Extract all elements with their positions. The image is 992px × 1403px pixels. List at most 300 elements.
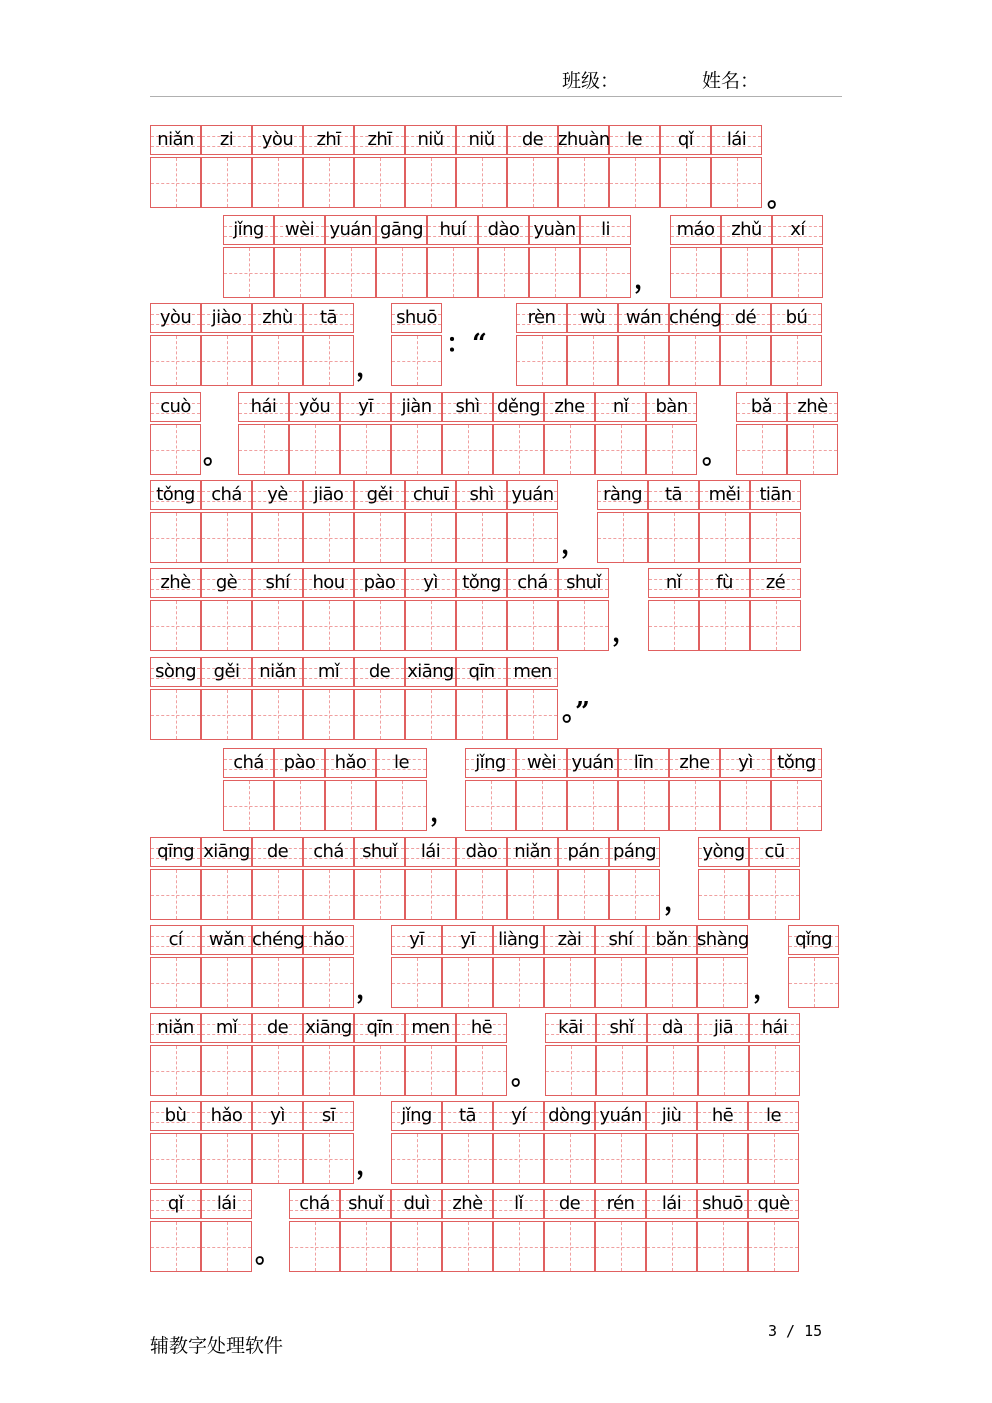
- writing-cell[interactable]: [595, 392, 646, 476]
- writing-cell[interactable]: [150, 303, 201, 387]
- writing-cell[interactable]: [354, 480, 405, 564]
- writing-cell[interactable]: [252, 925, 303, 1009]
- writing-cell[interactable]: [456, 568, 507, 652]
- hanzi-writing-box[interactable]: [201, 335, 252, 386]
- hanzi-writing-box[interactable]: [544, 1133, 595, 1184]
- hanzi-writing-box[interactable]: [787, 424, 838, 475]
- writing-cell[interactable]: [465, 748, 516, 832]
- writing-cell[interactable]: [456, 1013, 507, 1097]
- writing-cell[interactable]: [697, 1189, 748, 1273]
- hanzi-writing-box[interactable]: [354, 1045, 405, 1096]
- hanzi-writing-box[interactable]: [721, 247, 772, 298]
- writing-cell[interactable]: [567, 748, 618, 832]
- hanzi-writing-box[interactable]: [669, 335, 720, 386]
- writing-cell[interactable]: [456, 837, 507, 921]
- hanzi-writing-box[interactable]: [150, 869, 201, 920]
- hanzi-writing-box[interactable]: [238, 424, 289, 475]
- hanzi-writing-box[interactable]: [354, 600, 405, 651]
- writing-cell[interactable]: [405, 1013, 456, 1097]
- pinyin-text: qīn: [366, 1017, 393, 1038]
- writing-cell[interactable]: [558, 568, 609, 652]
- writing-cell[interactable]: [252, 568, 303, 652]
- hanzi-writing-box[interactable]: [442, 1221, 493, 1272]
- writing-cell[interactable]: [252, 1101, 303, 1185]
- writing-cell[interactable]: [303, 1013, 354, 1097]
- writing-cell[interactable]: [354, 1013, 405, 1097]
- hanzi-writing-box[interactable]: [699, 600, 750, 651]
- hanzi-writing-box[interactable]: [698, 869, 749, 920]
- hanzi-writing-box[interactable]: [545, 1045, 596, 1096]
- hanzi-writing-box[interactable]: [507, 869, 558, 920]
- hanzi-writing-box[interactable]: [252, 689, 303, 740]
- hanzi-writing-box[interactable]: [670, 247, 721, 298]
- writing-cell[interactable]: [354, 657, 405, 741]
- hanzi-writing-box[interactable]: [596, 1045, 647, 1096]
- hanzi-writing-box[interactable]: [493, 957, 544, 1008]
- writing-cell[interactable]: [405, 837, 456, 921]
- hanzi-writing-box[interactable]: [150, 512, 201, 563]
- writing-cell[interactable]: [427, 215, 478, 299]
- hanzi-writing-box[interactable]: [223, 780, 274, 831]
- hanzi-writing-box[interactable]: [646, 957, 697, 1008]
- writing-cell[interactable]: [648, 480, 699, 564]
- hanzi-writing-box[interactable]: [354, 512, 405, 563]
- hanzi-writing-box[interactable]: [544, 1221, 595, 1272]
- writing-cell[interactable]: [150, 925, 201, 1009]
- hanzi-writing-box[interactable]: [376, 247, 427, 298]
- hanzi-writing-box[interactable]: [354, 869, 405, 920]
- writing-cell[interactable]: [303, 657, 354, 741]
- hanzi-writing-box[interactable]: [595, 1221, 646, 1272]
- writing-cell[interactable]: [405, 480, 456, 564]
- writing-cell[interactable]: [660, 125, 711, 209]
- hanzi-writing-box[interactable]: [427, 247, 478, 298]
- writing-cell[interactable]: [648, 568, 699, 652]
- writing-cell[interactable]: [303, 568, 354, 652]
- writing-cell[interactable]: [223, 748, 274, 832]
- hanzi-writing-box[interactable]: [493, 1221, 544, 1272]
- writing-cell[interactable]: [252, 1013, 303, 1097]
- writing-cell[interactable]: [493, 1189, 544, 1273]
- writing-cell[interactable]: [646, 392, 697, 476]
- writing-cell[interactable]: [544, 1189, 595, 1273]
- hanzi-writing-box[interactable]: [325, 780, 376, 831]
- writing-cell[interactable]: [748, 1101, 799, 1185]
- writing-cell[interactable]: [516, 303, 567, 387]
- hanzi-writing-box[interactable]: [405, 869, 456, 920]
- writing-cell[interactable]: [558, 125, 609, 209]
- hanzi-writing-box[interactable]: [609, 157, 660, 208]
- writing-cell[interactable]: [289, 392, 340, 476]
- writing-cell[interactable]: [405, 568, 456, 652]
- hanzi-writing-box[interactable]: [648, 512, 699, 563]
- writing-cell[interactable]: [252, 125, 303, 209]
- hanzi-writing-box[interactable]: [750, 600, 801, 651]
- writing-cell[interactable]: [391, 1101, 442, 1185]
- hanzi-writing-box[interactable]: [597, 512, 648, 563]
- hanzi-writing-box[interactable]: [150, 1221, 201, 1272]
- writing-cell[interactable]: [252, 657, 303, 741]
- punctuation-mark: ，: [612, 618, 639, 648]
- writing-cell[interactable]: [699, 568, 750, 652]
- hanzi-writing-box[interactable]: [303, 335, 354, 386]
- hanzi-writing-box[interactable]: [303, 512, 354, 563]
- writing-cell[interactable]: [150, 657, 201, 741]
- hanzi-writing-box[interactable]: [340, 424, 391, 475]
- writing-cell[interactable]: [354, 568, 405, 652]
- hanzi-writing-box[interactable]: [456, 689, 507, 740]
- writing-cell[interactable]: [493, 925, 544, 1009]
- hanzi-writing-box[interactable]: [595, 1133, 646, 1184]
- hanzi-writing-box[interactable]: [201, 157, 252, 208]
- writing-cell[interactable]: [516, 748, 567, 832]
- writing-cell[interactable]: [580, 215, 631, 299]
- hanzi-writing-box[interactable]: [771, 780, 822, 831]
- hanzi-writing-box[interactable]: [697, 1133, 748, 1184]
- hanzi-writing-box[interactable]: [669, 780, 720, 831]
- hanzi-writing-box[interactable]: [150, 1045, 201, 1096]
- hanzi-writing-box[interactable]: [647, 1045, 698, 1096]
- hanzi-writing-box[interactable]: [558, 157, 609, 208]
- writing-cell[interactable]: [442, 1101, 493, 1185]
- hanzi-writing-box[interactable]: [252, 157, 303, 208]
- writing-cell[interactable]: [150, 480, 201, 564]
- writing-cell[interactable]: [567, 303, 618, 387]
- writing-cell[interactable]: [150, 125, 201, 209]
- writing-cell[interactable]: [201, 1189, 252, 1273]
- hanzi-writing-box[interactable]: [289, 424, 340, 475]
- writing-cell[interactable]: [507, 125, 558, 209]
- hanzi-writing-box[interactable]: [567, 335, 618, 386]
- writing-cell[interactable]: [721, 215, 772, 299]
- writing-cell[interactable]: [456, 657, 507, 741]
- hanzi-writing-box[interactable]: [697, 957, 748, 1008]
- writing-cell[interactable]: [150, 837, 201, 921]
- writing-cell[interactable]: [201, 480, 252, 564]
- hanzi-writing-box[interactable]: [595, 424, 646, 475]
- hanzi-writing-box[interactable]: [648, 600, 699, 651]
- hanzi-writing-box[interactable]: [252, 512, 303, 563]
- hanzi-writing-box[interactable]: [354, 689, 405, 740]
- hanzi-writing-box[interactable]: [698, 1045, 749, 1096]
- writing-cell[interactable]: [493, 392, 544, 476]
- writing-cell[interactable]: [669, 748, 720, 832]
- hanzi-writing-box[interactable]: [516, 780, 567, 831]
- hanzi-writing-box[interactable]: [595, 957, 646, 1008]
- hanzi-writing-box[interactable]: [544, 957, 595, 1008]
- writing-cell[interactable]: [597, 480, 648, 564]
- writing-cell[interactable]: [150, 568, 201, 652]
- hanzi-writing-box[interactable]: [150, 957, 201, 1008]
- writing-cell[interactable]: [201, 657, 252, 741]
- writing-cell[interactable]: [669, 303, 720, 387]
- writing-cell[interactable]: [609, 837, 660, 921]
- writing-cell[interactable]: [150, 392, 201, 476]
- hanzi-writing-box[interactable]: [405, 1045, 456, 1096]
- hanzi-writing-box[interactable]: [252, 957, 303, 1008]
- writing-cell[interactable]: [325, 748, 376, 832]
- writing-cell[interactable]: [507, 657, 558, 741]
- hanzi-writing-box[interactable]: [711, 157, 762, 208]
- writing-cell[interactable]: [493, 1101, 544, 1185]
- hanzi-writing-box[interactable]: [391, 957, 442, 1008]
- writing-cell[interactable]: [252, 837, 303, 921]
- hanzi-writing-box[interactable]: [303, 869, 354, 920]
- hanzi-writing-box[interactable]: [405, 689, 456, 740]
- writing-cell[interactable]: [289, 1189, 340, 1273]
- writing-cell[interactable]: [303, 480, 354, 564]
- hanzi-writing-box[interactable]: [201, 869, 252, 920]
- writing-cell[interactable]: [720, 748, 771, 832]
- hanzi-writing-box[interactable]: [558, 869, 609, 920]
- hanzi-writing-box[interactable]: [150, 600, 201, 651]
- writing-cell[interactable]: [376, 748, 427, 832]
- writing-cell[interactable]: [303, 925, 354, 1009]
- hanzi-writing-box[interactable]: [618, 335, 669, 386]
- writing-cell[interactable]: [771, 748, 822, 832]
- hanzi-writing-box[interactable]: [772, 247, 823, 298]
- writing-cell[interactable]: [201, 837, 252, 921]
- hanzi-writing-box[interactable]: [391, 1221, 442, 1272]
- writing-cell[interactable]: [698, 837, 749, 921]
- hanzi-writing-box[interactable]: [303, 689, 354, 740]
- writing-cell[interactable]: [618, 303, 669, 387]
- writing-cell[interactable]: [391, 392, 442, 476]
- writing-cell[interactable]: [201, 925, 252, 1009]
- writing-cell[interactable]: [223, 215, 274, 299]
- writing-cell[interactable]: [529, 215, 580, 299]
- hanzi-writing-box[interactable]: [749, 869, 800, 920]
- writing-cell[interactable]: [405, 657, 456, 741]
- hanzi-writing-box[interactable]: [405, 512, 456, 563]
- hanzi-writing-box[interactable]: [748, 1221, 799, 1272]
- hanzi-writing-box[interactable]: [558, 600, 609, 651]
- writing-cell[interactable]: [274, 215, 325, 299]
- writing-cell[interactable]: [391, 925, 442, 1009]
- writing-cell[interactable]: [340, 1189, 391, 1273]
- writing-cell[interactable]: [303, 303, 354, 387]
- writing-cell[interactable]: [238, 392, 289, 476]
- hanzi-writing-box[interactable]: [354, 157, 405, 208]
- hanzi-writing-box[interactable]: [274, 247, 325, 298]
- writing-cell[interactable]: [545, 1013, 596, 1097]
- hanzi-writing-box[interactable]: [507, 512, 558, 563]
- hanzi-writing-box[interactable]: [150, 689, 201, 740]
- writing-cell[interactable]: [720, 303, 771, 387]
- writing-cell[interactable]: [325, 215, 376, 299]
- hanzi-writing-box[interactable]: [771, 335, 822, 386]
- hanzi-writing-box[interactable]: [303, 600, 354, 651]
- hanzi-writing-box[interactable]: [391, 335, 442, 386]
- writing-cell[interactable]: [442, 925, 493, 1009]
- writing-cell[interactable]: [391, 303, 442, 387]
- writing-cell[interactable]: [750, 568, 801, 652]
- hanzi-writing-box[interactable]: [456, 869, 507, 920]
- hanzi-writing-box[interactable]: [618, 780, 669, 831]
- hanzi-writing-box[interactable]: [252, 1133, 303, 1184]
- hanzi-writing-box[interactable]: [405, 600, 456, 651]
- hanzi-writing-box[interactable]: [150, 157, 201, 208]
- hanzi-writing-box[interactable]: [736, 424, 787, 475]
- writing-cell[interactable]: [544, 925, 595, 1009]
- hanzi-writing-box[interactable]: [456, 157, 507, 208]
- writing-cell[interactable]: [646, 1189, 697, 1273]
- writing-cell[interactable]: [544, 1101, 595, 1185]
- hanzi-writing-box[interactable]: [660, 157, 711, 208]
- hanzi-writing-box[interactable]: [478, 247, 529, 298]
- writing-cell[interactable]: [618, 748, 669, 832]
- writing-cell[interactable]: [478, 215, 529, 299]
- writing-cell[interactable]: [201, 1013, 252, 1097]
- writing-cell[interactable]: [456, 125, 507, 209]
- writing-cell[interactable]: [595, 925, 646, 1009]
- hanzi-writing-box[interactable]: [325, 247, 376, 298]
- hanzi-writing-box[interactable]: [391, 1133, 442, 1184]
- hanzi-writing-box[interactable]: [646, 1221, 697, 1272]
- writing-cell[interactable]: [340, 392, 391, 476]
- writing-cell[interactable]: [303, 837, 354, 921]
- writing-cell[interactable]: [354, 837, 405, 921]
- writing-cell[interactable]: [698, 1013, 749, 1097]
- writing-cell[interactable]: [749, 1013, 800, 1097]
- writing-cell[interactable]: [670, 215, 721, 299]
- hanzi-writing-box[interactable]: [544, 424, 595, 475]
- hanzi-writing-box[interactable]: [303, 1045, 354, 1096]
- hanzi-writing-box[interactable]: [303, 957, 354, 1008]
- hanzi-writing-box[interactable]: [580, 247, 631, 298]
- writing-cell[interactable]: [303, 1101, 354, 1185]
- hanzi-writing-box[interactable]: [456, 512, 507, 563]
- hanzi-writing-box[interactable]: [376, 780, 427, 831]
- writing-cell[interactable]: [749, 837, 800, 921]
- hanzi-writing-box[interactable]: [699, 512, 750, 563]
- hanzi-writing-box[interactable]: [252, 335, 303, 386]
- hanzi-writing-box[interactable]: [289, 1221, 340, 1272]
- hanzi-writing-box[interactable]: [646, 1133, 697, 1184]
- writing-cell[interactable]: [150, 1101, 201, 1185]
- writing-cell[interactable]: [507, 480, 558, 564]
- writing-cell[interactable]: [787, 392, 838, 476]
- writing-cell[interactable]: [711, 125, 762, 209]
- writing-cell[interactable]: [697, 925, 748, 1009]
- hanzi-writing-box[interactable]: [201, 957, 252, 1008]
- hanzi-writing-box[interactable]: [201, 512, 252, 563]
- writing-cell[interactable]: [748, 1189, 799, 1273]
- writing-cell[interactable]: [699, 480, 750, 564]
- writing-cell[interactable]: [595, 1189, 646, 1273]
- writing-cell[interactable]: [201, 303, 252, 387]
- writing-cell[interactable]: [646, 925, 697, 1009]
- hanzi-writing-box[interactable]: [720, 780, 771, 831]
- hanzi-writing-box[interactable]: [442, 957, 493, 1008]
- hanzi-writing-box[interactable]: [201, 1045, 252, 1096]
- hanzi-writing-box[interactable]: [150, 335, 201, 386]
- writing-cell[interactable]: [507, 837, 558, 921]
- hanzi-writing-box[interactable]: [303, 157, 354, 208]
- writing-cell[interactable]: [456, 480, 507, 564]
- writing-cell[interactable]: [609, 125, 660, 209]
- writing-cell[interactable]: [750, 480, 801, 564]
- hanzi-writing-box[interactable]: [493, 424, 544, 475]
- writing-cell[interactable]: [391, 1189, 442, 1273]
- hanzi-writing-box[interactable]: [465, 780, 516, 831]
- writing-cell[interactable]: [274, 748, 325, 832]
- hanzi-writing-box[interactable]: [252, 600, 303, 651]
- hanzi-writing-box[interactable]: [516, 335, 567, 386]
- hanzi-writing-box[interactable]: [646, 424, 697, 475]
- writing-cell[interactable]: [558, 837, 609, 921]
- hanzi-writing-box[interactable]: [697, 1221, 748, 1272]
- hanzi-writing-box[interactable]: [609, 869, 660, 920]
- writing-cell[interactable]: [376, 215, 427, 299]
- writing-cell[interactable]: [788, 925, 839, 1009]
- writing-cell[interactable]: [596, 1013, 647, 1097]
- hanzi-writing-box[interactable]: [252, 869, 303, 920]
- writing-cell[interactable]: [507, 568, 558, 652]
- hanzi-writing-box[interactable]: [405, 157, 456, 208]
- hanzi-writing-box[interactable]: [252, 1045, 303, 1096]
- writing-cell[interactable]: [303, 125, 354, 209]
- writing-cell[interactable]: [201, 125, 252, 209]
- hanzi-writing-box[interactable]: [456, 1045, 507, 1096]
- writing-cell[interactable]: [544, 392, 595, 476]
- writing-cell[interactable]: [736, 392, 787, 476]
- hanzi-writing-box[interactable]: [507, 157, 558, 208]
- hanzi-writing-box[interactable]: [150, 424, 201, 475]
- writing-cell[interactable]: [647, 1013, 698, 1097]
- hanzi-writing-box[interactable]: [201, 600, 252, 651]
- writing-cell[interactable]: [252, 303, 303, 387]
- writing-cell[interactable]: [150, 1189, 201, 1273]
- writing-cell[interactable]: [646, 1101, 697, 1185]
- writing-cell[interactable]: [442, 1189, 493, 1273]
- writing-cell[interactable]: [697, 1101, 748, 1185]
- writing-cell[interactable]: [405, 125, 456, 209]
- writing-cell[interactable]: [442, 392, 493, 476]
- hanzi-writing-box[interactable]: [223, 247, 274, 298]
- hanzi-writing-box[interactable]: [201, 689, 252, 740]
- hanzi-writing-box[interactable]: [720, 335, 771, 386]
- hanzi-writing-box[interactable]: [150, 1133, 201, 1184]
- hanzi-writing-box[interactable]: [274, 780, 325, 831]
- writing-cell[interactable]: [595, 1101, 646, 1185]
- hanzi-writing-box[interactable]: [493, 1133, 544, 1184]
- writing-cell[interactable]: [354, 125, 405, 209]
- writing-cell[interactable]: [201, 1101, 252, 1185]
- writing-cell[interactable]: [252, 480, 303, 564]
- hanzi-writing-box[interactable]: [340, 1221, 391, 1272]
- hanzi-writing-box[interactable]: [391, 424, 442, 475]
- hanzi-writing-box[interactable]: [749, 1045, 800, 1096]
- writing-cell[interactable]: [150, 1013, 201, 1097]
- writing-cell[interactable]: [772, 215, 823, 299]
- hanzi-writing-box[interactable]: [567, 780, 618, 831]
- hanzi-writing-box[interactable]: [529, 247, 580, 298]
- hanzi-writing-box[interactable]: [201, 1221, 252, 1272]
- hanzi-writing-box[interactable]: [456, 600, 507, 651]
- hanzi-writing-box[interactable]: [303, 1133, 354, 1184]
- writing-cell[interactable]: [771, 303, 822, 387]
- hanzi-writing-box[interactable]: [442, 424, 493, 475]
- hanzi-writing-box[interactable]: [788, 957, 839, 1008]
- hanzi-writing-box[interactable]: [201, 1133, 252, 1184]
- hanzi-writing-box[interactable]: [748, 1133, 799, 1184]
- hanzi-writing-box[interactable]: [442, 1133, 493, 1184]
- hanzi-writing-box[interactable]: [750, 512, 801, 563]
- hanzi-writing-box[interactable]: [507, 600, 558, 651]
- writing-cell[interactable]: [201, 568, 252, 652]
- hanzi-writing-box[interactable]: [507, 689, 558, 740]
